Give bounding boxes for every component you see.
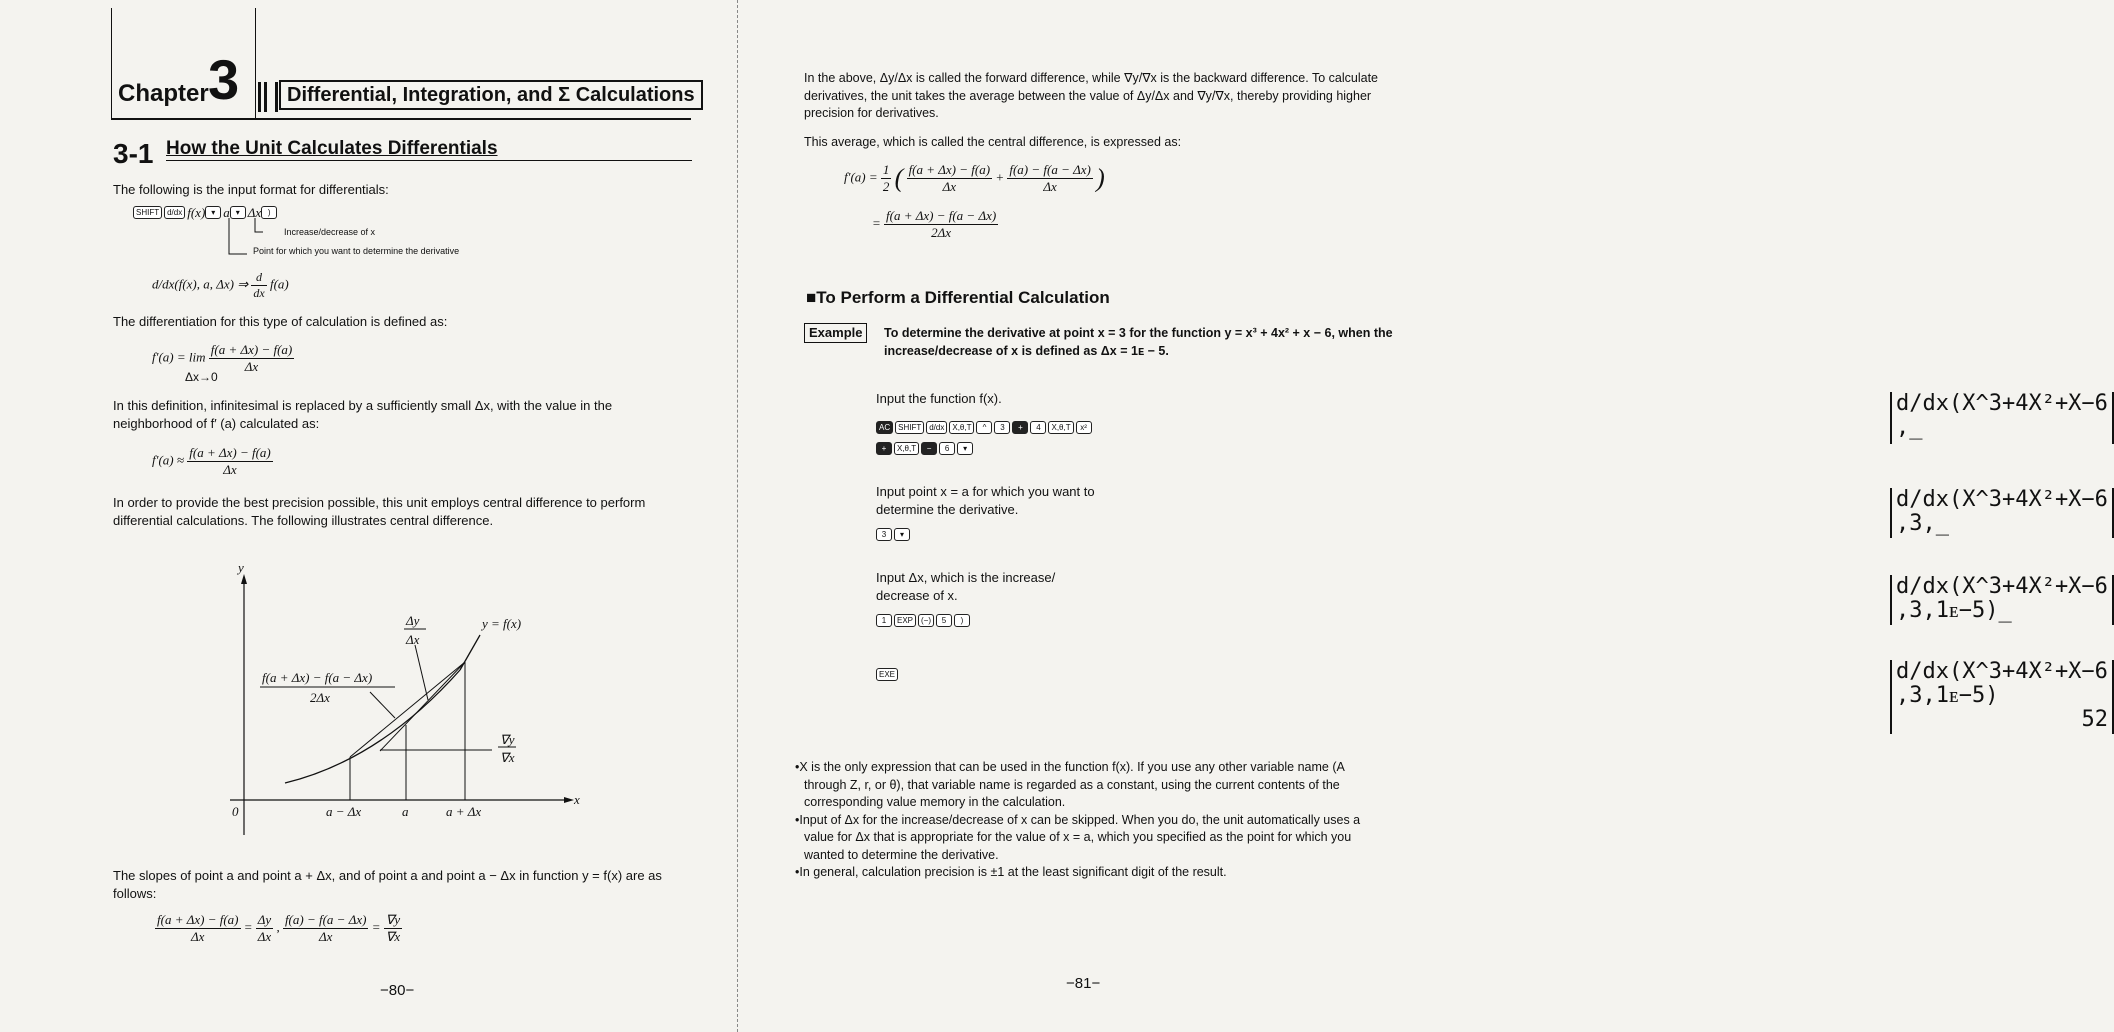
backward-num: ∇y (500, 732, 515, 747)
chapter-number: 3 (208, 48, 240, 111)
right-page (726, 0, 2108, 1032)
step3-keys (876, 612, 972, 630)
left-page (0, 0, 726, 1032)
slopes-formula: $\frac{f(a + \Delta x) - f(a)}{\Delta x}$ = $\frac{\Delta y}{\Delta x}$ , $\frac{f(a) - f(a - \Delta x)}{\Delta x}$ = $\frac{\nabla y}{\nabla x}$ (157, 912, 401, 944)
comma-key: ▾ (205, 206, 221, 219)
tick-a-plus-label: a + Δx (446, 804, 482, 819)
format-var-a: a (223, 205, 230, 220)
slope2-den: Δx (318, 929, 333, 944)
chapter-underline (111, 118, 691, 120)
central-difference-graph (220, 560, 590, 840)
step2-keys (876, 526, 912, 544)
notation-rhs: f(a) (269, 276, 289, 292)
step1-keys (876, 419, 1094, 437)
slope1-num: f(a + Δx) − f(a) (157, 912, 239, 927)
cd-t2-num: f(a) − f(a − Δx) (1009, 162, 1091, 177)
cd-term2 (1007, 162, 1093, 195)
cd-term1 (907, 162, 993, 195)
leader-central (370, 692, 395, 718)
slope1-rden: Δx (257, 929, 272, 944)
lcd4-line1: d/dx(X^3+4X²+X−6 (1896, 659, 2108, 684)
step2-text: Input point x = a for which you want to determine the derivative. (876, 484, 1095, 517)
section-rule (166, 160, 692, 161)
exp-key: EXP (894, 614, 916, 627)
step4-keys (876, 666, 900, 684)
note-item: •In general, calculation precision is ±1 at the least significant digit of the result. (795, 865, 1227, 879)
chapter-bar-mid (264, 82, 267, 112)
chapter-title: Differential, Integration, and Σ Calculations (279, 80, 703, 110)
ac-key: AC (876, 421, 893, 434)
definition-fraction (209, 342, 295, 375)
chapter-label: Chapter (118, 80, 209, 107)
lcd3-line2: ,3,1ᴇ−5)_ (1896, 598, 2012, 623)
definition-formula (152, 342, 294, 375)
callout-point: Point for which you want to determine the derivative (253, 246, 460, 256)
slope1-rnum: Δy (257, 912, 272, 927)
close-paren-key: ) (954, 614, 970, 627)
lcd1-line1: d/dx(X^3+4X²+X−6 (1896, 391, 2108, 416)
forward-num: Δy (406, 613, 420, 628)
section-title: How the Unit Calculates Differentials (166, 138, 498, 159)
plus-key: + (1012, 421, 1028, 434)
x-axis-arrow (564, 797, 574, 803)
approx-num: f(a + Δx) − f(a) (189, 445, 271, 460)
approx-den: Δx (223, 462, 237, 477)
leader-forward (415, 645, 428, 700)
example-label: Example (804, 323, 867, 343)
format-delta: Δx (247, 205, 262, 220)
central-difference-paragraph: In order to provide the best precision possible, this unit employs central difference to perform differential calculations. The following illustrates central difference. (113, 495, 646, 528)
slope2-result (384, 912, 402, 945)
comma-key: ▾ (894, 528, 910, 541)
cd-half-num: 1 (882, 162, 890, 177)
slope2-rnum: ∇y (385, 912, 401, 927)
shift-key: SHIFT (133, 206, 162, 219)
approx-fraction (187, 445, 273, 478)
exe-key: EXE (876, 668, 898, 681)
definition-num: f(a + Δx) − f(a) (210, 342, 293, 357)
var-key: X,θ,T (949, 421, 974, 434)
digit-1-key: 1 (876, 614, 892, 627)
negative-key: (−) (918, 614, 934, 627)
step1-keys-2 (876, 440, 975, 458)
ddx-key: d/dx (926, 421, 947, 434)
curve-label: y = f(x) (482, 616, 522, 631)
lcd-display-2 (1890, 488, 2114, 538)
lcd2-line2: ,3,_ (1896, 511, 1949, 536)
tick-a-label: a (402, 804, 409, 819)
tick-a-minus-label: a − Δx (326, 804, 362, 819)
x-axis-label: x (574, 792, 580, 807)
difference-paragraph: In the above, Δy/Δx is called the forward difference, while ∇y/∇x is the backward difference. To calculate derivatives, the unit takes the average between the value of Δy/Δx and ∇y/∇x, thereby providing higher precision for derivatives. (804, 71, 1378, 120)
central-difference-formula: f′(a) = $\frac{1}{2}$ ( $\frac{f(a + \Delta x) - f(a)}{\Delta x}$ + $\frac{f(a) - f(a - \Delta x)}{\Delta x}$ ) (844, 162, 1105, 194)
slope1-result (256, 912, 273, 945)
definition-limit: Δx→0 (185, 370, 218, 384)
slope2-fraction (283, 912, 369, 945)
note-item: •X is the only expression that can be used in the function f(x). If you use any other variable name (A through Z, r, or θ), that variable name is regarded as a constant, using the current contents of the corresponding value memory in the calculation. (795, 760, 1345, 809)
digit-3-key: 3 (876, 528, 892, 541)
power-key: ^ (976, 421, 992, 434)
notation-lhs: d/dx(f(x), a, Δx) ⇒ (152, 276, 249, 292)
lcd4-line2: ,3,1ᴇ−5) (1896, 683, 1999, 708)
central-den: 2Δx (310, 690, 330, 705)
central-difference-result: = $\frac{f(a + \Delta x) - f(a - \Delta x)}{2\Delta x}$ (872, 208, 997, 240)
cd-result (884, 208, 998, 241)
notation-line (152, 270, 289, 301)
example-text: To determine the derivative at point x = 3 for the function y = x³ + 4x² + x − 6, when the increase/decrease of x is defined as Δx = 1ᴇ − 5. (884, 326, 1393, 358)
cd-lhs: f′(a) = (844, 169, 878, 185)
comma-key: ▾ (957, 442, 973, 455)
minus-key: − (921, 442, 937, 455)
digit-4-key: 4 (1030, 421, 1046, 434)
lcd-display-4 (1890, 660, 2114, 734)
average-paragraph: This average, which is called the central difference, is expressed as: (804, 135, 1182, 149)
callout-increase: Increase/decrease of x (284, 227, 376, 237)
y-axis-arrow (241, 574, 247, 584)
step1-text: Input the function f(x). (876, 391, 1002, 406)
comma-key-2: ▾ (230, 206, 246, 219)
intro-text: The following is the input format for differentials: (113, 182, 389, 197)
slope1-den: Δx (191, 929, 205, 944)
approx-formula (152, 445, 273, 478)
cd-half-den: 2 (882, 179, 890, 194)
backward-den: ∇x (500, 750, 515, 765)
chapter-bars (258, 82, 278, 112)
ddx-key: d/dx (164, 206, 185, 219)
format-expr: f(x) (187, 205, 206, 220)
digit-5-key: 5 (936, 614, 952, 627)
section-number: 3-1 (113, 138, 154, 169)
y-axis-label: y (238, 560, 244, 575)
procedure-heading: ■To Perform a Differential Calculation (806, 288, 1110, 307)
lcd3-line1: d/dx(X^3+4X²+X−6 (1896, 574, 2108, 599)
right-page-number: −81− (1066, 975, 1101, 992)
notes-list (792, 759, 1382, 882)
cd-t1-den: Δx (942, 179, 957, 194)
slope1-fraction (155, 912, 241, 945)
lcd-display-1 (1890, 392, 2114, 444)
left-page-number: −80− (380, 982, 415, 999)
cd-half (881, 162, 892, 195)
close-paren-key: ) (261, 206, 277, 219)
digit-6-key: 6 (939, 442, 955, 455)
slope2-rden: ∇x (385, 929, 401, 944)
digit-3-key: 3 (994, 421, 1010, 434)
lcd-display-3 (1890, 575, 2114, 625)
lcd1-line2: ,_ (1896, 415, 1923, 440)
definition-lhs: f′(a) = lim (152, 349, 206, 365)
cd-t1-num: f(a + Δx) − f(a) (908, 162, 991, 177)
forward-den: Δx (406, 632, 420, 647)
var-key-3: X,θ,T (894, 442, 919, 455)
shift-key: SHIFT (895, 421, 924, 434)
lcd4-result: 52 (2081, 707, 2108, 732)
slopes-paragraph: The slopes of point a and point a + Δx, and of point a and point a − Δx in function y = f(x) are as follows: (113, 868, 662, 901)
cd-r-num: f(a + Δx) − f(a − Δx) (886, 208, 997, 223)
var-key-2: X,θ,T (1048, 421, 1073, 434)
square-key: x² (1076, 421, 1092, 434)
approx-lhs: f′(a) ≈ (152, 452, 184, 468)
note-item: •Input of Δx for the increase/decrease of x can be skipped. When you do, the unit automatically uses a value for Δx that is appropriate for the value of x = a, which you specified as the point for which you wanted to determine the derivative. (795, 812, 1361, 862)
definition-paragraph: In this definition, infinitesimal is replaced by a sufficiently small Δx, with the value in the neighborhood of f′ (a) calculated as: (113, 398, 613, 431)
notation-num: d (251, 270, 266, 286)
cd-t2-den: Δx (1043, 179, 1057, 194)
slope2-num: f(a) − f(a − Δx) (284, 912, 367, 927)
plus-key-2: + (876, 442, 892, 455)
notation-fraction (251, 270, 266, 301)
origin-label: 0 (232, 804, 239, 819)
notation-den: dx (253, 286, 265, 300)
definition-den: Δx (244, 359, 259, 374)
central-num: f(a + Δx) − f(a − Δx) (262, 670, 373, 685)
step3-text: Input Δx, which is the increase/ decrease of x. (876, 570, 1056, 603)
cd-r-den: 2Δx (931, 225, 952, 240)
definition-text: The differentiation for this type of calculation is defined as: (113, 314, 448, 329)
lcd2-line1: d/dx(X^3+4X²+X−6 (1896, 487, 2108, 512)
